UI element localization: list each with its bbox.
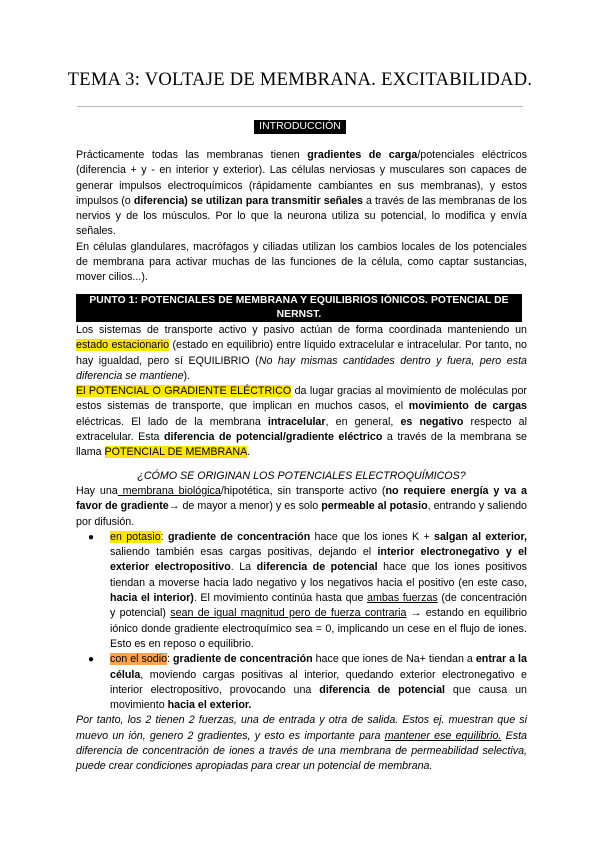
text-run: a través de la membrana se llama <box>76 431 527 459</box>
bullet-dot-icon: ● <box>88 531 95 543</box>
text-run: . <box>247 446 251 459</box>
page-title: TEMA 3: VOLTAJE DE MEMBRANA. EXCITABILIDAD. <box>67 70 533 90</box>
bullet-list <box>76 530 527 714</box>
point1-heading: PUNTO 1: POTENCIALES DE MEMBRANA Y EQUILIBRIOS IÓNICOS. POTENCIAL DE NERNST. <box>76 294 522 322</box>
text-run: Los sistemas de transporte activo y pasivo actúan de forma coordinada manteniendo un <box>76 324 527 336</box>
text-run: hace que los iones K + <box>310 530 435 543</box>
text-run-bold: es negativo <box>400 415 464 428</box>
text-run-underline: sean de igual magnitud pero de fuerza contraria <box>170 607 407 620</box>
point1-body <box>76 323 527 775</box>
text-run-bold: gradiente de concentración <box>173 653 313 666</box>
text-run: ). <box>183 369 191 382</box>
text-run: . El movimiento continúa hasta que <box>193 592 368 605</box>
intro-paragraph-1 <box>76 148 527 240</box>
highlight-steady-state: estado estacionario <box>76 339 170 352</box>
bullet-dot-icon: ● <box>88 654 95 666</box>
title-divider <box>77 106 523 107</box>
text-run: . La <box>230 561 257 574</box>
text-run: (de concentración y potencial) <box>110 592 527 620</box>
highlight-membrane-potential: POTENCIAL DE MEMBRANA <box>104 446 248 459</box>
text-run-bold: hacia el exterior. <box>167 699 252 712</box>
text-run-underline: membrana biológica <box>117 484 221 497</box>
text-run: , entrando y saliendo por difusión. <box>76 500 527 528</box>
intro-paragraph-2: En células glandulares, macrófagos y ciliadas utilizan los cambios locales de los potenciales de membrana para activar muchas de las funciones de la célula, como captar sustancias, mover cilios...). <box>76 240 527 284</box>
text-run-underline: mantener ese equilibrio. <box>384 729 502 742</box>
text-run: hace que iones de Na+ tiendan a <box>312 653 476 666</box>
text-run: saliendo también esas cargas positivas, dejando el <box>110 546 378 559</box>
intro-heading: INTRODUCCIÓN <box>254 120 346 135</box>
question-heading: ¿CÓMO SE ORIGINAN LOS POTENCIALES ELECTROQUÍMICOS? <box>137 469 466 482</box>
text-run-underline: ambas fuerzas <box>367 592 438 605</box>
text-run: respecto al extracelular. Esta <box>76 415 527 444</box>
text-run: /potenciales eléctricos (diferencia + y - en interior y exterior). Las células nerviosas y musculares son capaces de generar impulsos electroquímicos (rápidamente cambiantes en sus membranas), y estos impulsos (o <box>76 149 528 207</box>
text-run: Esta diferencia de concentración de iones a través de una membrana de permeabilidad selectiva, puede crear condiciones apropiadas para crear un potencial de membrana. <box>76 729 527 773</box>
text-run: Hay una <box>76 484 118 497</box>
highlight-potassium: en potasio <box>110 530 161 543</box>
bullet-potassium <box>76 530 527 652</box>
text-run: → estando en equilibrio iónico donde gradiente electroquímico sea = 0, implicando un cese en el flujo de iones. Esto es en reposo o equilibrio. <box>110 607 528 650</box>
text-run-bold: entrar a la célula <box>110 653 527 681</box>
highlight-sodium: con el sodio <box>110 653 168 666</box>
text-run: : <box>160 530 168 543</box>
text-run-bold: gradiente de concentración <box>167 530 311 543</box>
text-run-bold: diferencia de potencial <box>256 561 378 574</box>
text-run: : <box>167 653 174 666</box>
text-run-bold: diferencia de potencial <box>319 683 446 696</box>
text-run: Por tanto, los 2 tienen 2 fuerzas, una de entrada y otra de salida. Estos ej. muestran que si muevo un ión, genero 2 gradientes, y esto es importante para <box>76 714 527 742</box>
text-run: hace que los iones positivos tiendan a moverse hacia lado negativo y los negativos hacia el positivo (en este caso, <box>110 561 527 589</box>
text-run-bold: salgan al exterior, <box>434 530 527 543</box>
text-run: eléctricas. El lado de la membrana <box>76 415 268 428</box>
point1-paragraph-3 <box>76 484 527 530</box>
text-run: que causa un movimiento <box>110 683 527 712</box>
intro-body <box>76 148 527 286</box>
text-run: a través de las membranas de los nervios y de los músculos. Por lo que la neurona utiliza su potencial, lo modifica y envía señales. <box>76 194 527 238</box>
text-run: , en general, <box>325 415 401 428</box>
text-run-bold: diferencia de potencial/gradiente eléctrico <box>164 431 383 444</box>
text-run-bold: movimiento de cargas <box>408 400 527 413</box>
text-run-bold: gradientes de carga <box>307 149 418 161</box>
text-run-bold: hacia el interior) <box>110 592 194 605</box>
highlight-electric-gradient: El POTENCIAL O GRADIENTE ELÉCTRICO <box>76 385 292 398</box>
text-run-bold: no requiere energía y va a favor de gradiente <box>76 484 528 513</box>
text-run: , moviendo cargas positivas al interior, quedando exterior electronegativo e interior electropositivo, provocando una <box>110 668 527 696</box>
text-run: → de mayor a menor) y es solo <box>168 500 322 513</box>
text-run-bold: interior electronegativo y el exterior electropositivo <box>110 546 527 574</box>
text-run-bold: intracelular <box>267 415 326 428</box>
point1-paragraph-2 <box>76 384 527 460</box>
text-run: Prácticamente todas las membranas tienen <box>76 149 308 161</box>
text-run-italic: No hay mismas cantidades dentro y fuera, pero esta diferencia se mantiene <box>76 354 527 382</box>
point1-paragraph-4 <box>76 713 527 774</box>
bullet-sodium <box>76 652 527 713</box>
point1-paragraph-1 <box>76 323 527 384</box>
text-run: da lugar gracias al movimiento de moléculas por estos sistemas de transporte, que implican en muchos casos, el <box>76 385 527 413</box>
text-run-bold: permeable al potasio <box>321 500 428 513</box>
text-run-bold: diferencia) se utilizan para transmitir señales <box>133 194 363 207</box>
text-run: (estado en equilibrio) entre líquido extracelular e intracelular. Por tanto, no hay igualdad, pero sí EQUILIBRIO ( <box>76 339 527 367</box>
text-run: /hipotética, sin transporte activo ( <box>220 484 386 497</box>
